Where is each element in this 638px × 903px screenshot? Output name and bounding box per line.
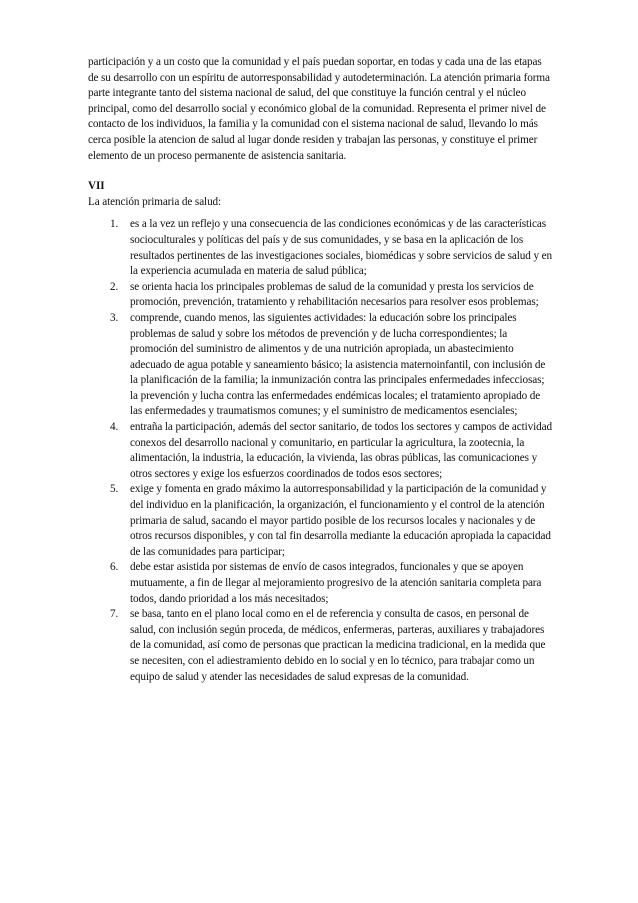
numbered-list <box>88 217 553 685</box>
list-item-text: es a la vez un reflejo y una consecuencia de las condiciones económicas y de las características socioculturales y políticas del país y de sus comunidades, y se basa en la aplicación de los resultados pertinentes de las investigaciones sociales, biomédicas y sobre servicios de salud y en la experiencia acumulada en materia de salud pública; <box>130 218 553 278</box>
list-item-text: comprende, cuando menos, las siguientes actividades: la educación sobre los principales problemas de salud y sobre los métodos de prevención y de lucha correspondientes; la promoción del suministro de alimentos y de una nutrición apropiada, un abastecimiento adecuado de agua potable y saneamiento básico; la asistencia maternoinfantil, con inclusión de la planificación de la familia; la inmunización contra las principales enfermedades infecciosas; la prevención y lucha contra las enfermedades endémicas locales; el tratamiento apropiado de las enfermedades y traumatismos comunes; y el suministro de medicamentos esenciales; <box>130 311 546 418</box>
list-item-number: 3. <box>110 311 119 324</box>
list-item <box>88 482 553 560</box>
list-item-number: 4. <box>110 421 119 434</box>
list-item-text: exige y fomenta en grado máximo la autorresponsabilidad y la participación de la comunidad y del individuo en la planificación, la organización, el funcionamiento y el control de la atención primaria de salud, sacando el mayor partido posible de los recursos locales y nacionales y de otros recursos disponibles, y con tal fin desarrolla mediante la educación apropiada la capacidad de las comunidades para participar; <box>130 483 551 558</box>
list-item-text: entraña la participación, además del sector sanitario, de todos los sectores y campos de actividad conexos del desarrollo nacional y comunitario, en particular la agricultura, la zootecnia, la alimentación, la industria, la educación, la vivienda, las obras públicas, las comunicaciones y otros sectores y exige los esfuerzos coordinados de todos esos sectores; <box>130 421 553 480</box>
list-item-number: 7. <box>110 608 119 621</box>
list-item-number: 2. <box>110 280 119 293</box>
list-item <box>88 607 553 685</box>
list-item-text: debe estar asistida por sistemas de envío de casos integrados, funcionales y que se apoyen mutuamente, a fin de llegar al mejoramiento progresivo de la atención sanitaria completa para todos, dando prioridad a los más necesitados; <box>130 561 542 605</box>
intro-paragraph: participación y a un costo que la comunidad y el país puedan soportar, en todas y cada una de las etapas de su desarrollo con un espíritu de autorresponsabilidad y autodeterminación. La atención primaria forma parte integrante tanto del sistema nacional de salud, del que constituye la función central y el núcleo principal, como del desarrollo social y económico global de la comunidad. Representa el primer nivel de contacto de los individuos, la familia y la comunidad con el sistema nacional de salud, llevando lo más cerca posible la atencion de salud al lugar donde residen y trabajan las personas, y constituye el primer elemento de un proceso permanente de asistencia sanitaria. <box>88 56 550 162</box>
document-page <box>88 55 553 685</box>
list-item-text: se basa, tanto en el plano local como en el de referencia y consulta de casos, en personal de salud, con inclusión según proceda, de médicos, enfermeras, parteras, auxiliares y trabajadores de la comunidad, así como de personas que practican la medicina tradicional, en la medida que se necesiten, con el adiestramiento debido en lo social y en lo técnico, para trabajar como un equipo de salud y atender las necesidades de salud expresas de la comunidad. <box>130 608 546 683</box>
list-item <box>88 311 553 420</box>
list-item-number: 1. <box>110 218 119 231</box>
list-item-number: 5. <box>110 483 119 496</box>
section-title: VII <box>88 180 105 193</box>
list-item <box>88 420 553 482</box>
list-item-text: se orienta hacia los principales problemas de salud de la comunidad y presta los servicios de promoción, prevención, tratamiento y rehabilitación necesarios para resolver esos problemas; <box>130 280 539 309</box>
list-item <box>88 280 553 311</box>
list-item <box>88 560 553 607</box>
list-item <box>88 217 553 279</box>
list-item-number: 6. <box>110 561 119 574</box>
section-intro: La atención primaria de salud: <box>88 195 222 208</box>
